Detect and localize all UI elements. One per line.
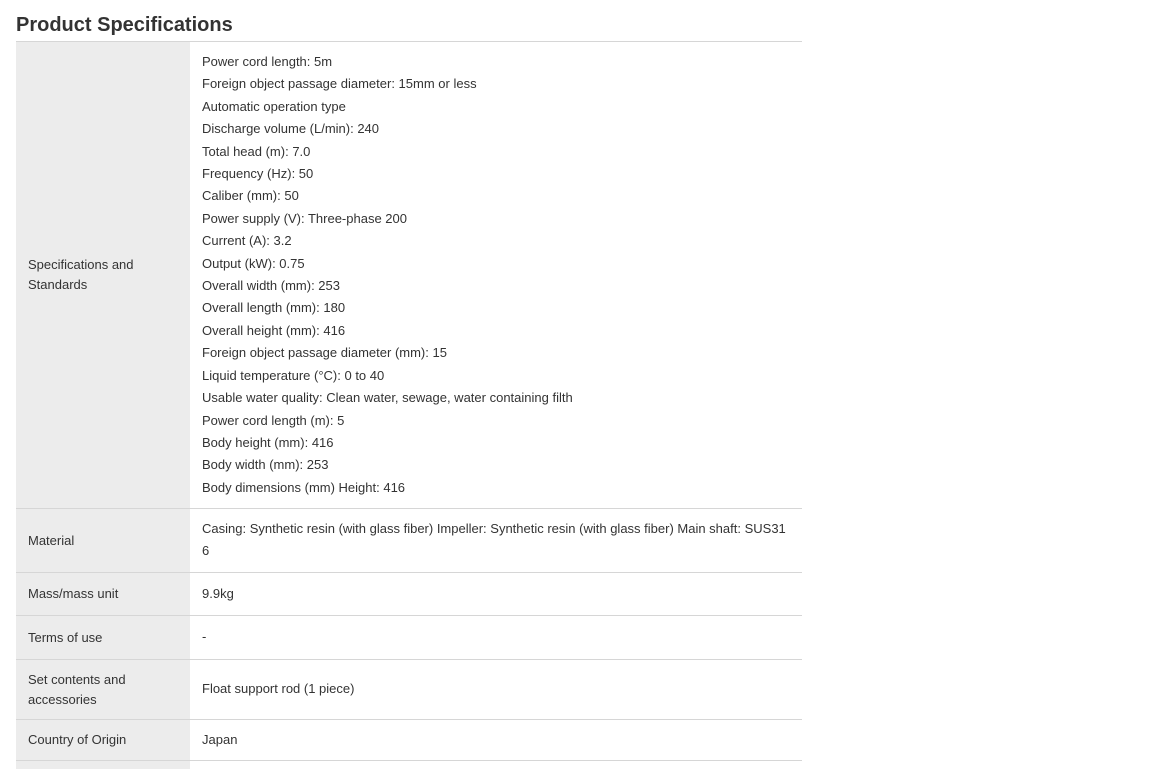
row-value-terms: - xyxy=(190,616,802,660)
row-value-specifications xyxy=(190,42,802,509)
spec-line: Body dimensions (mm) Height: 416 xyxy=(202,479,406,495)
row-value-origin: Japan xyxy=(190,720,802,761)
spec-line: Overall length (mm): 180 xyxy=(202,300,346,316)
row-value-set-contents: Float support rod (1 piece) xyxy=(190,660,802,720)
spec-line: Current (A): 3.2 xyxy=(202,233,292,249)
row-header-origin: Country of Origin xyxy=(16,720,190,761)
spec-line: Total head (m): 7.0 xyxy=(202,143,311,159)
spec-line: Discharge volume (L/min): 240 xyxy=(202,121,380,137)
page-title: Product Specifications xyxy=(16,14,233,36)
row-value-mass: 9.9kg xyxy=(190,573,802,616)
row-value-partial xyxy=(190,761,802,770)
spec-line: Overall width (mm): 253 xyxy=(202,278,340,294)
table-row-specifications xyxy=(16,42,802,509)
table-row-set-contents xyxy=(16,660,802,720)
spec-line: Power supply (V): Three-phase 200 xyxy=(202,210,407,226)
row-header-material: Material xyxy=(16,509,190,573)
spec-line: Power cord length (m): 5 xyxy=(202,412,345,428)
table-row-terms xyxy=(16,616,802,660)
row-header-mass: Mass/mass unit xyxy=(16,573,190,616)
spec-line: Liquid temperature (°C): 0 to 40 xyxy=(202,367,385,383)
spec-line: Usable water quality: Clean water, sewage, water containing filth xyxy=(202,390,573,406)
row-header-terms: Terms of use xyxy=(16,616,190,660)
spec-line: Body height (mm): 416 xyxy=(202,434,334,450)
spec-line: Foreign object passage diameter: 15mm or less xyxy=(202,76,477,92)
row-header-specifications: Specifications and Standards xyxy=(16,42,190,509)
spec-table xyxy=(16,42,802,769)
table-row-partial xyxy=(16,761,802,770)
table-row-mass xyxy=(16,573,802,616)
row-value-material: Casing: Synthetic resin (with glass fiber) Impeller: Synthetic resin (with glass fiber) Main shaft: SUS316 xyxy=(190,509,802,573)
spec-line: Body width (mm): 253 xyxy=(202,457,329,473)
spec-line: Output (kW): 0.75 xyxy=(202,255,305,271)
spec-line: Automatic operation type xyxy=(202,98,346,114)
spec-line: Frequency (Hz): 50 xyxy=(202,166,314,182)
spec-line: Overall height (mm): 416 xyxy=(202,322,346,338)
spec-line: Power cord length: 5m xyxy=(202,54,333,69)
table-row-origin xyxy=(16,720,802,761)
row-header-partial xyxy=(16,761,190,770)
spec-line: Caliber (mm): 50 xyxy=(202,188,299,204)
spec-line: Foreign object passage diameter (mm): 15 xyxy=(202,345,447,361)
table-row-material xyxy=(16,509,802,573)
row-header-set-contents: Set contents and accessories xyxy=(16,660,190,720)
